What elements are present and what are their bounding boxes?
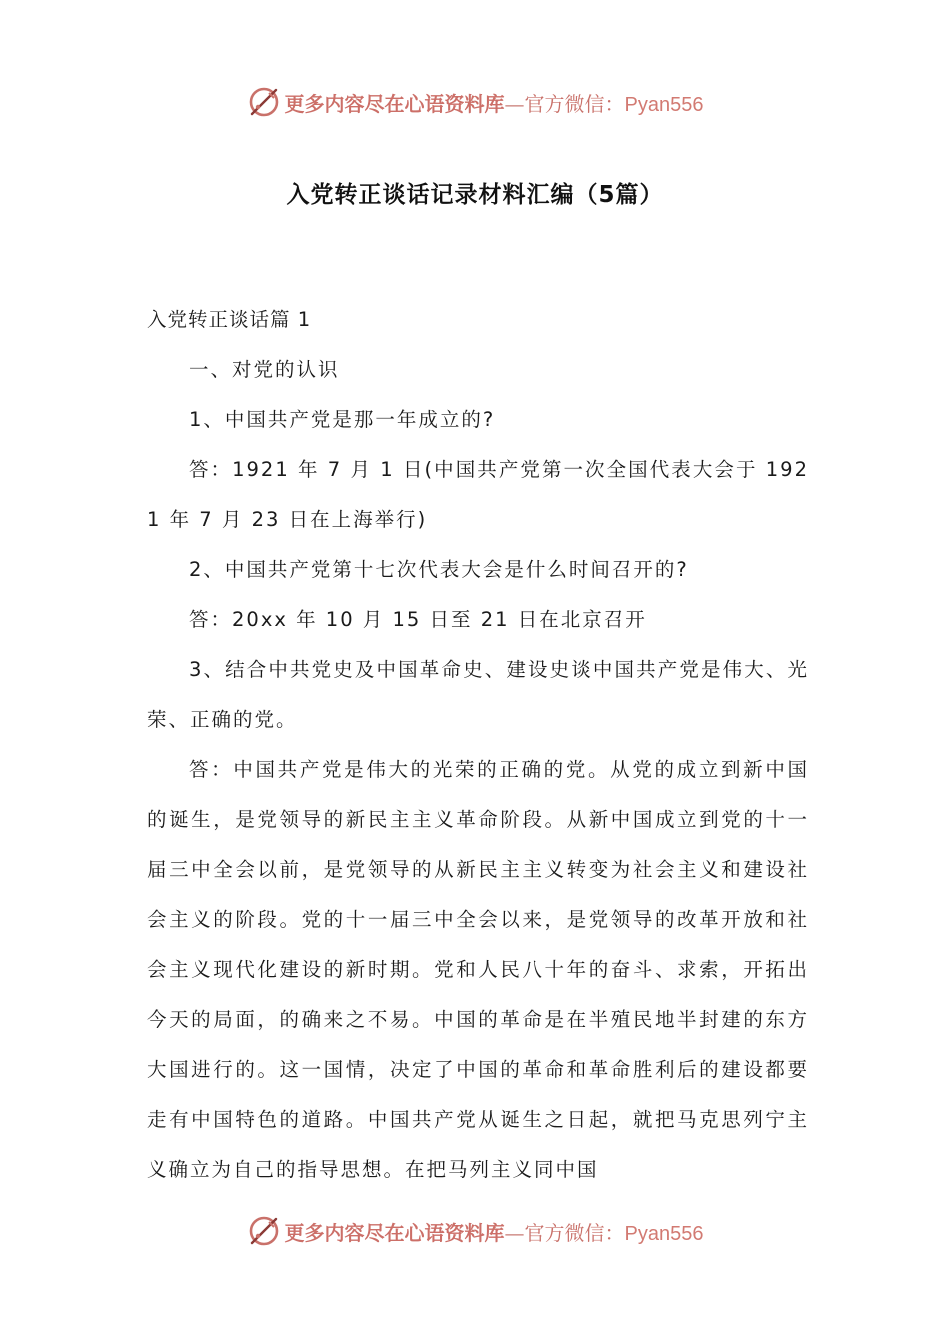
question-3: 3、结合中共党史及中国革命史、建设史谈中国共产党是伟大、光荣、正确的党。 [147, 658, 809, 731]
paragraph-heading-1: 一、对党的认识 [189, 358, 340, 381]
section-heading: 入党转正谈话篇 1 [147, 308, 312, 331]
watermark-site: 更多内容尽在心语资料库 [284, 1220, 505, 1245]
document-title: 入党转正谈话记录材料汇编（5篇） [286, 182, 664, 208]
watermark-site: 更多内容尽在心语资料库 [284, 91, 505, 116]
question-2: 2、中国共产党第十七次代表大会是什么时间召开的? [189, 558, 689, 581]
question-1: 1、中国共产党是那一年成立的? [189, 408, 496, 431]
watermark-banner-bottom [0, 1211, 950, 1251]
watermark-text [285, 1217, 704, 1246]
answer-2: 答：20xx 年 10 月 15 日至 21 日在北京召开 [189, 608, 647, 631]
watermark-account: Pyan556 [624, 93, 704, 116]
pen-logo-icon [247, 85, 281, 119]
watermark-separator: — [504, 91, 525, 116]
watermark-wechat-label: 官方微信： [524, 1220, 625, 1245]
watermark-text [285, 88, 704, 117]
watermark-banner-top [0, 82, 950, 122]
document-body [147, 295, 809, 1195]
watermark-account: Pyan556 [624, 1222, 704, 1245]
pen-logo-icon [247, 1214, 281, 1248]
watermark-separator: — [504, 1220, 525, 1245]
watermark-wechat-label: 官方微信： [524, 91, 625, 116]
answer-3: 答：中国共产党是伟大的光荣的正确的党。从党的成立到新中国的诞生，是党领导的新民主主义革命阶段。从新中国成立到党的十一届三中全会以前，是党领导的从新民主主义转变为社会主义和建设社会主义的阶段。党的十一届三中全会以来，是党领导的改革开放和社会主义现代化建设的新时期。党和人民八十年的奋斗、求索，开拓出今天的局面，的确来之不易。中国的革命是在半殖民地半封建的东方大国进行的。这一国情，决定了中国的革命和革命胜利后的建设都要走有中国特色的道路。中国共产党从诞生之日起，就把马克思列宁主义确立为自己的指导思想。在把马列主义同中国 [147, 758, 809, 1181]
answer-1: 答：1921 年 7 月 1 日(中国共产党第一次全国代表大会于 1921 年 7 月 23 日在上海举行) [147, 458, 809, 531]
